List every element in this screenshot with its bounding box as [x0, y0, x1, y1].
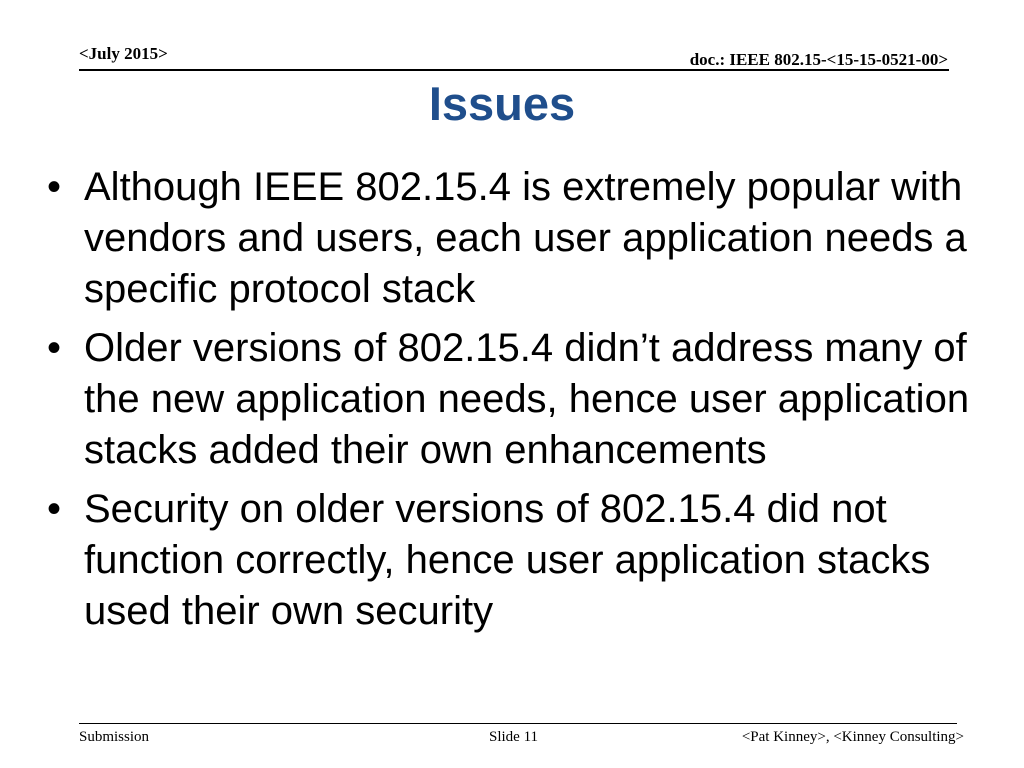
- bullet-item: [47, 162, 1007, 315]
- bullet-text: Although IEEE 802.15.4 is extremely popular with vendors and users, each user application needs a specific protocol stack: [84, 165, 967, 311]
- header-doc-id: doc.: IEEE 802.15-<15-15-0521-00>: [689, 50, 948, 69]
- bullet-list: [47, 162, 1007, 645]
- footer-divider: [79, 723, 957, 724]
- bullet-marker: •: [47, 326, 62, 370]
- bullet-marker: •: [47, 487, 62, 531]
- bullet-text: Older versions of 802.15.4 didn’t address many of the new application needs, hence user application stacks added their own enhancements: [84, 326, 970, 472]
- footer-submission: Submission: [79, 729, 150, 745]
- footer-slide-number: Slide 11: [489, 729, 539, 745]
- bullet-item: [47, 323, 1007, 476]
- bullet-item: [47, 484, 1007, 637]
- header-date: <July 2015>: [79, 44, 168, 63]
- slide-title: Issues: [428, 77, 576, 130]
- footer-author: <Pat Kinney>, <Kinney Consulting>: [741, 729, 964, 745]
- bullet-marker: •: [47, 165, 62, 209]
- bullet-text: Security on older versions of 802.15.4 did not function correctly, hence user application stacks used their own security: [84, 487, 931, 633]
- header-divider: [79, 69, 949, 71]
